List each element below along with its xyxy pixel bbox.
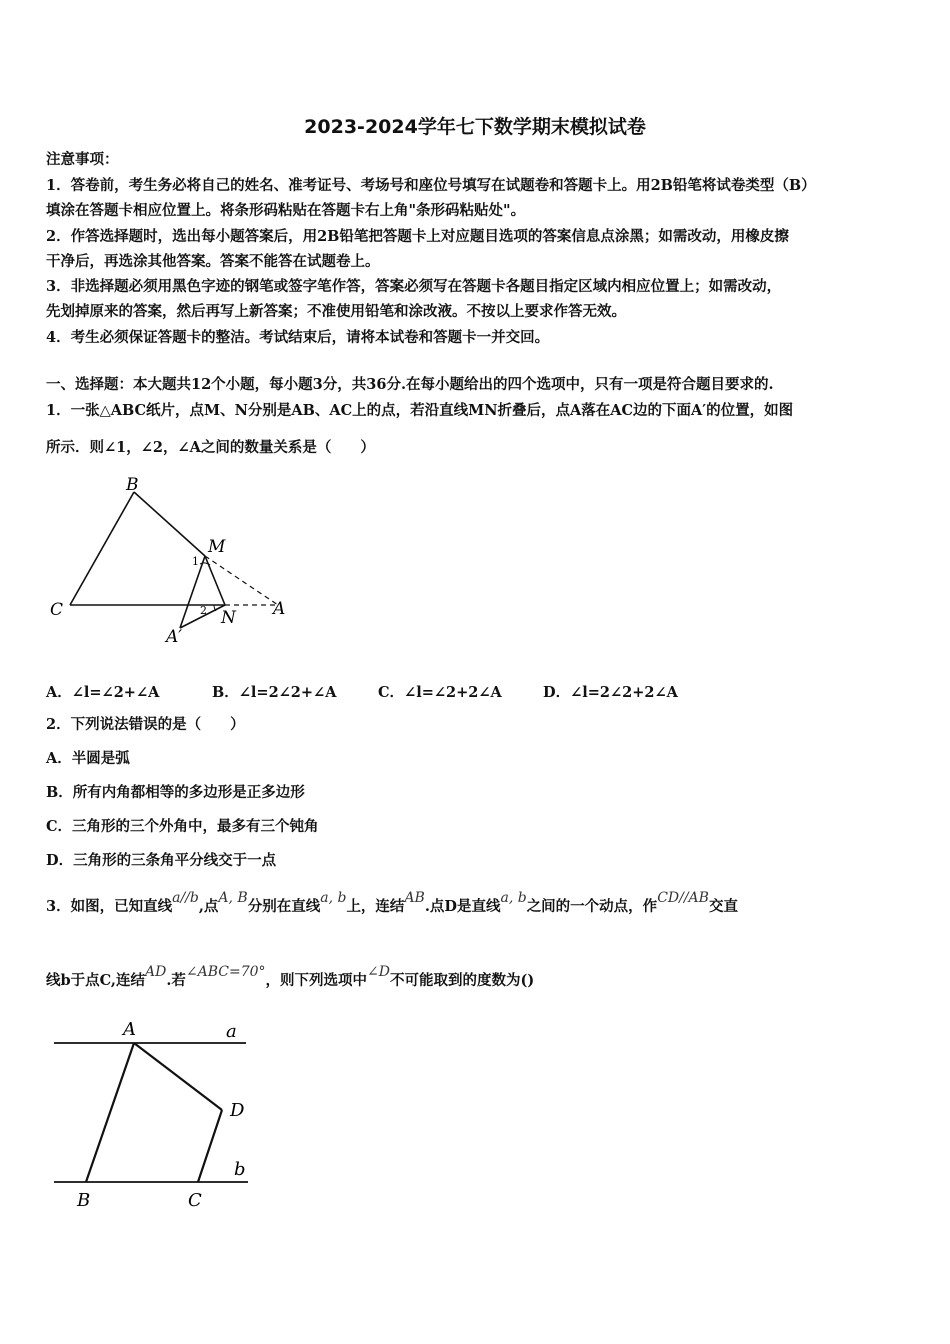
q3-text: 分别在直线: [247, 898, 321, 915]
label-angle-1: 1: [192, 555, 199, 568]
q3-text: 交直: [708, 898, 738, 915]
segment-ma-dashed: [205, 556, 278, 605]
q3-text: ,点: [198, 898, 219, 915]
label-n: N: [221, 608, 236, 628]
label-m: M: [208, 537, 226, 557]
notice-item-2a: 2．作答选择题时，选出每小题答案后，用2B铅笔把答题卡上对应题目选项的答案信息点涂黑；如需改动，用橡皮擦: [46, 228, 789, 245]
label-c: C: [50, 600, 64, 620]
label-point-b: B: [77, 1190, 91, 1211]
q3-math-angle-d: ∠D: [367, 964, 391, 980]
label-line-b: b: [234, 1159, 246, 1180]
q3-math-parallel: a//b: [172, 890, 199, 906]
q3-parallel-lines-figure: [50, 1015, 260, 1215]
label-a: A: [273, 599, 286, 619]
segment-ab: [86, 1043, 134, 1182]
q1-triangle-figure: [40, 470, 300, 650]
q3-math-cd-parallel: CD//AB: [657, 890, 709, 906]
q1-option-d[interactable]: D．∠l=2∠2+2∠A: [543, 684, 678, 701]
q1-stem-line2: 所示．则∠1，∠2，∠A之间的数量关系是（ ）: [46, 439, 375, 456]
q3-math-lines: a, b: [320, 890, 347, 906]
segment-cb: [70, 492, 134, 605]
q3-text: 不可能取到的度数为(): [390, 972, 535, 989]
label-a-prime: A′: [166, 627, 183, 647]
q2-option-c[interactable]: C．三角形的三个外角中，最多有三个钝角: [46, 818, 319, 835]
label-b: B: [126, 475, 139, 495]
q3-text: ，则下列选项中: [265, 972, 368, 989]
q1-option-c[interactable]: C．∠l=∠2+2∠A: [378, 684, 502, 701]
segment-bm: [134, 492, 205, 556]
notice-item-2b: 干净后，再选涂其他答案。答案不能答在试题卷上。: [46, 253, 380, 270]
section-heading: 一、选择题：本大题共12个小题，每小题3分，共36分.在每小题给出的四个选项中，只有一项是符合题目要求的.: [46, 376, 774, 393]
notice-item-1b: 填涂在答题卡相应位置上。将条形码粘贴在答题卡右上角"条形码粘贴处"。: [46, 202, 526, 219]
segment-dc: [198, 1110, 222, 1182]
label-point-c: C: [188, 1190, 202, 1211]
q2-option-b[interactable]: B．所有内角都相等的多边形是正多边形: [46, 784, 305, 801]
q3-stem-line1: [46, 890, 738, 917]
q3-math-angle-abc: ∠ABC=70°: [185, 964, 266, 980]
q3-math-ad: AD: [144, 964, 167, 980]
q3-math-ab: AB: [404, 890, 425, 906]
notice-item-1a: 1．答卷前，考生务必将自己的姓名、准考证号、考场号和座位号填写在试题卷和答题卡上。用2B铅笔将试卷类型（B）: [46, 177, 816, 194]
q3-text: 上，连结: [346, 898, 405, 915]
q3-text: 之间的一个动点，作: [526, 898, 658, 915]
q1-option-a[interactable]: A．∠l=∠2+∠A: [46, 684, 160, 701]
page-title: 2023-2024学年七下数学期末模拟试卷: [304, 116, 646, 138]
q2-stem: 2．下列说法错误的是（ ）: [46, 716, 245, 733]
q2-option-d[interactable]: D．三角形的三条角平分线交于一点: [46, 852, 277, 869]
q3-math-points: A, B: [218, 890, 248, 906]
q3-math-lines-2: a, b: [500, 890, 527, 906]
label-angle-2: 2: [200, 604, 207, 617]
q3-text: 线b于点C,连结: [46, 972, 145, 989]
q1-stem-line1: 1．一张△ABC纸片，点M、N分别是AB、AC上的点，若沿直线MN折叠后，点A落在AC边的下面A′的位置，如图: [46, 402, 794, 419]
q2-option-a[interactable]: A．半圆是弧: [46, 750, 130, 767]
q3-stem-line2: [46, 964, 535, 991]
notice-item-3a: 3．非选择题必须用黑色字迹的钢笔或签字笔作答，答案必须写在答题卡各题目指定区域内相应位置上；如需改动，: [46, 278, 782, 295]
label-line-a: a: [226, 1021, 237, 1042]
notice-item-4: 4．考生必须保证答题卡的整洁。考试结束后，请将本试卷和答题卡一并交回。: [46, 329, 550, 346]
notice-item-3b: 先划掉原来的答案，然后再写上新答案；不准使用铅笔和涂改液。不按以上要求作答无效。: [46, 303, 626, 320]
q3-text: .点D是直线: [424, 898, 501, 915]
label-point-a: A: [123, 1019, 136, 1040]
notice-heading: 注意事项：: [46, 151, 119, 168]
label-point-d: D: [230, 1100, 245, 1121]
q3-text: .若: [166, 972, 186, 989]
q3-text: 3．如图，已知直线: [46, 898, 173, 915]
q1-option-b[interactable]: B．∠l=2∠2+∠A: [212, 684, 337, 701]
segment-ad: [134, 1043, 222, 1110]
